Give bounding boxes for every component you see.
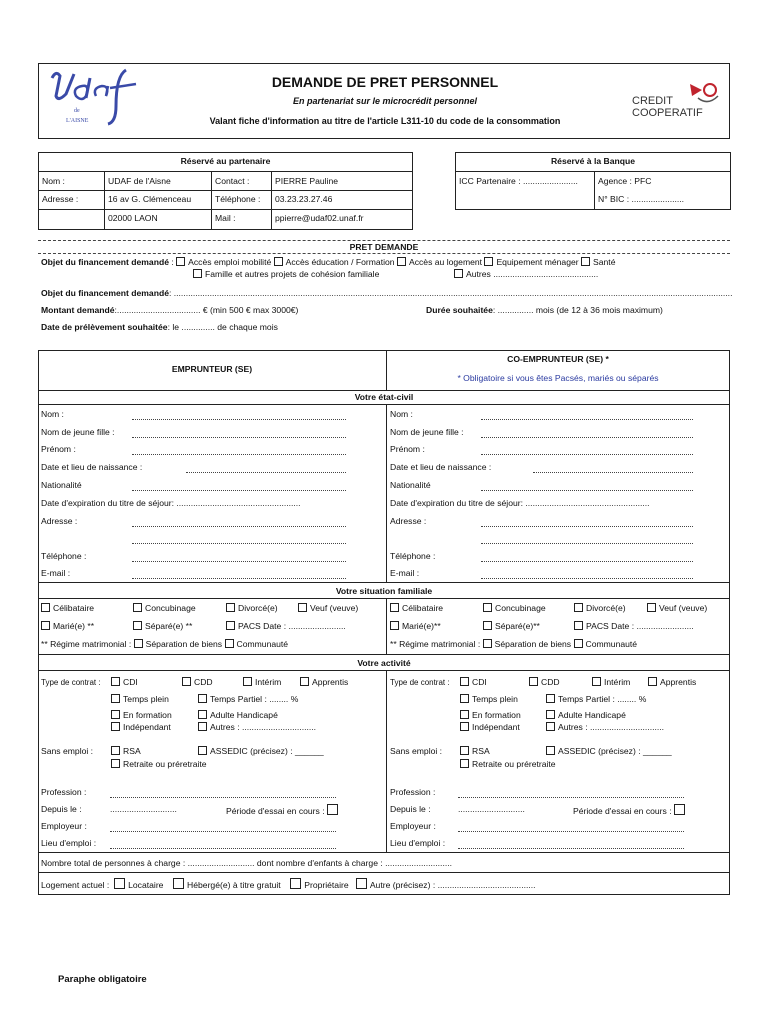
independant-opt	[111, 722, 171, 733]
checkbox-cdd[interactable]	[182, 677, 191, 686]
co-interim-label: Intérim	[604, 677, 631, 687]
partner-tel-label: Téléphone :	[215, 194, 261, 204]
co-checkbox-separe[interactable]	[483, 621, 492, 630]
co-sans-emploi-label: Sans emploi :	[390, 746, 443, 756]
co-handicape-label: Adulte Handicapé	[558, 710, 626, 720]
checkbox-heberge[interactable]	[173, 878, 184, 889]
checkbox-periode-essai[interactable]	[327, 804, 338, 815]
checkbox-separation[interactable]	[134, 639, 143, 648]
co-email-field[interactable]	[481, 578, 693, 579]
bank-heading: Réservé à la Banque	[550, 156, 636, 166]
co-checkbox-interim[interactable]	[592, 677, 601, 686]
checkbox-apprentis[interactable]	[300, 677, 309, 686]
checkbox-formation[interactable]	[111, 710, 120, 719]
marie-label: Marié(e) **	[53, 621, 95, 631]
separe-label: Séparé(e) **	[145, 621, 193, 631]
opt-autres-label: Autres ............................................	[466, 269, 599, 279]
adresse-field-2[interactable]	[132, 543, 346, 544]
co-sejour-label-text: Date d'expiration du titre de séjour:	[390, 498, 524, 508]
co-checkbox-temps-plein[interactable]	[460, 694, 469, 703]
objet2-row	[41, 288, 732, 299]
opt-logement-label: Accès au logement	[408, 257, 483, 267]
nom-jf-label: Nom de jeune fille :	[41, 427, 115, 437]
objet-row: Objet du financement demandé : Accès emploi mobilité Accès éducation / Formation Accès au logement Equipement ménager Santé	[41, 257, 616, 267]
depuis-field[interactable]: ............................	[110, 804, 177, 814]
co-nom-field[interactable]	[481, 419, 693, 420]
sit-right-pacs	[574, 621, 694, 632]
co-temps-plein-label: Temps plein	[472, 694, 518, 704]
email-label: E-mail :	[41, 568, 71, 578]
checkbox-separe[interactable]	[133, 621, 142, 630]
co-checkbox-periode-essai[interactable]	[674, 804, 685, 815]
checkbox-famille[interactable]	[193, 269, 202, 278]
adresse-label: Adresse :	[41, 516, 78, 526]
co-autres-activite-label: Autres : ...............................	[558, 722, 665, 732]
autres-opt	[198, 722, 316, 733]
divorce-label: Divorcé(e)	[238, 603, 278, 613]
objet2-label: Objet du financement demandé	[41, 288, 169, 298]
co-divorce-label: Divorcé(e)	[586, 603, 626, 613]
co-interim-opt	[592, 677, 630, 688]
sit-left-separe	[133, 621, 192, 632]
objet-label: Objet du financement demandé	[41, 257, 169, 267]
temps-partiel-label: Temps Partiel : ........ %	[210, 694, 299, 704]
checkbox-temps-plein[interactable]	[111, 694, 120, 703]
date-prelevement-row	[41, 322, 278, 333]
credit-cooperatif-logo	[630, 76, 726, 122]
sit-right-veuf	[647, 603, 707, 614]
co-sejour-label	[390, 498, 650, 509]
date-prelevement-field[interactable]: : le .............. de chaque mois	[167, 322, 278, 332]
co-temps-partiel-opt	[546, 694, 646, 705]
checkbox-veuf[interactable]	[298, 603, 307, 612]
depuis-label: Depuis le :	[41, 804, 82, 814]
co-emprunteur-heading: CO-EMPRUNTEUR (SE) *	[507, 354, 609, 364]
partner-ville-value: 02000 LAON	[108, 213, 158, 223]
apprentis-opt	[300, 677, 348, 688]
co-formation-opt	[460, 710, 521, 721]
co-naissance-label: Date et lieu de naissance :	[390, 462, 492, 472]
co-nom-jf-label: Nom de jeune fille :	[390, 427, 464, 437]
communaute-label: Communauté	[236, 639, 289, 649]
co-separe-label: Séparé(e)**	[495, 621, 540, 631]
rsa-label: RSA	[123, 746, 141, 756]
co-checkbox-independant[interactable]	[460, 722, 469, 731]
co-emprunteur-note: * Obligatoire si vous êtes Pacsés, mariés ou séparés	[457, 373, 659, 383]
naissance-label: Date et lieu de naissance :	[41, 462, 143, 472]
pacs-label: PACS Date : ........................	[238, 621, 346, 631]
checkbox-emploi[interactable]	[176, 257, 185, 266]
partner-tel-value: 03.23.23.27.46	[275, 194, 333, 204]
duree-field[interactable]: : ............... mois (de 12 à 36 mois maximum)	[492, 305, 663, 315]
rsa-opt	[111, 746, 141, 757]
montant-field[interactable]: :................................... € (min 500 € max 3000€)	[114, 305, 299, 315]
sit-left-marie	[41, 621, 94, 632]
bank-agence: Agence : PFC	[598, 176, 652, 186]
co-checkbox-cdi[interactable]	[460, 677, 469, 686]
duree-label: Durée souhaitée	[426, 305, 493, 315]
objet-row-3	[454, 269, 598, 280]
co-marie-label: Marié(e)**	[402, 621, 441, 631]
checkbox-locataire[interactable]	[114, 878, 125, 889]
sit-right-separe	[483, 621, 540, 632]
cdi-label: CDI	[123, 677, 138, 687]
periode-essai-opt	[226, 804, 341, 817]
co-cdi-opt	[460, 677, 487, 688]
handicape-label: Adulte Handicapé	[210, 710, 278, 720]
co-checkbox-divorce[interactable]	[574, 603, 583, 612]
checkbox-marie[interactable]	[41, 621, 50, 630]
nom-label: Nom :	[41, 409, 64, 419]
co-apprentis-label: Apprentis	[660, 677, 697, 687]
employeur-field[interactable]	[110, 831, 336, 832]
sit-left-divorce	[226, 603, 278, 614]
nationalite-field[interactable]	[132, 490, 346, 491]
checkbox-autre-logement[interactable]	[356, 878, 367, 889]
co-checkbox-communaute[interactable]	[574, 639, 583, 648]
sejour-field[interactable]: ....................................................	[176, 498, 301, 508]
proprietaire-label: Propriétaire	[304, 880, 349, 890]
udaf-logo	[46, 66, 152, 128]
checkbox-assedic[interactable]	[198, 746, 207, 755]
prenom-label: Prénom :	[41, 444, 76, 454]
co-adresse-field-2[interactable]	[481, 543, 693, 544]
profession-label: Profession :	[41, 787, 87, 797]
partner-adresse-value: 16 av G. Clémenceau	[108, 194, 192, 204]
co-checkbox-formation[interactable]	[460, 710, 469, 719]
co-prenom-label: Prénom :	[390, 444, 425, 454]
duree-row	[426, 305, 663, 316]
personnes-charge-field[interactable]: Nombre total de personnes à charge : ............................ dont nombre d'enfants à charge : ............................	[41, 858, 452, 868]
checkbox-proprietaire[interactable]	[290, 878, 301, 889]
co-temps-partiel-label: Temps Partiel : ........ %	[558, 694, 647, 704]
sit-left-pacs	[226, 621, 346, 632]
co-lieu-field[interactable]	[458, 848, 684, 849]
partner-nom-label: Nom :	[42, 176, 65, 186]
sit-right-marie	[390, 621, 441, 632]
partner-contact-label: Contact :	[215, 176, 250, 186]
handicape-opt	[198, 710, 278, 721]
co-profession-label: Profession :	[390, 787, 436, 797]
separation-label: Séparation de biens	[145, 639, 223, 649]
activite-heading: Votre activité	[357, 658, 411, 668]
emprunteur-heading: EMPRUNTEUR (SE)	[171, 364, 253, 374]
co-assedic-opt	[546, 746, 672, 757]
regime-label: ** Régime matrimonial :	[41, 639, 132, 649]
periode-essai-label: Période d'essai en cours :	[226, 806, 325, 816]
svg-text:L'AISNE: L'AISNE	[66, 118, 89, 124]
paraphe-label: Paraphe obligatoire	[58, 974, 147, 985]
checkbox-temps-partiel[interactable]	[198, 694, 207, 703]
co-checkbox-marie[interactable]	[390, 621, 399, 630]
svg-text:CREDIT: CREDIT	[632, 95, 673, 107]
formation-label: En formation	[123, 710, 172, 720]
co-rsa-opt	[460, 746, 490, 757]
formation-opt	[111, 710, 172, 721]
form-info: Valant fiche d'information au titre de l'article L311-10 du code de la consommation	[209, 116, 561, 126]
assedic-label: ASSEDIC (précisez) : ______	[210, 746, 324, 756]
etat-civil-heading: Votre état-civil	[354, 392, 414, 402]
co-independant-label: Indépendant	[472, 722, 520, 732]
co-autres-opt	[546, 722, 664, 733]
type-contrat-label: Type de contrat :	[41, 678, 101, 687]
co-cdd-opt	[529, 677, 560, 688]
checkbox-autres-activite[interactable]	[198, 722, 207, 731]
co-checkbox-pacs[interactable]	[574, 621, 583, 630]
co-checkbox-apprentis[interactable]	[648, 677, 657, 686]
partner-contact-value: PIERRE Pauline	[275, 176, 339, 186]
co-sejour-field[interactable]: ....................................................	[525, 498, 650, 508]
sans-emploi-label: Sans emploi :	[41, 746, 94, 756]
temps-plein-opt	[111, 694, 169, 705]
pret-heading: PRET DEMANDE	[349, 242, 419, 252]
partner-nom-value: UDAF de l'Aisne	[108, 176, 171, 186]
partner-mail-value: ppierre@udaf02.unaf.fr	[275, 213, 364, 223]
partner-adresse-label: Adresse :	[42, 194, 79, 204]
co-telephone-label: Téléphone :	[390, 551, 436, 561]
heberge-label: Hébergé(e) à titre gratuit	[187, 880, 281, 890]
montant-row	[41, 305, 298, 316]
interim-label: Intérim	[255, 677, 282, 687]
celibataire-label: Célibataire	[53, 603, 95, 613]
co-handicape-opt	[546, 710, 626, 721]
locataire-label: Locataire	[128, 880, 164, 890]
form-subtitle: En partenariat sur le microcrédit personnel	[292, 96, 478, 106]
co-prenom-field[interactable]	[481, 454, 693, 455]
co-checkbox-separation[interactable]	[483, 639, 492, 648]
apprentis-label: Apprentis	[312, 677, 349, 687]
co-checkbox-autres-activite[interactable]	[546, 722, 555, 731]
checkbox-divorce[interactable]	[226, 603, 235, 612]
email-field[interactable]	[132, 578, 346, 579]
opt-emploi-label: Accès emploi mobilité	[188, 257, 272, 267]
co-formation-label: En formation	[472, 710, 521, 720]
adresse-field-1[interactable]	[132, 526, 346, 527]
co-independant-opt	[460, 722, 520, 733]
nom-jf-field[interactable]	[132, 437, 346, 438]
cdd-opt	[182, 677, 213, 688]
checkbox-cdi[interactable]	[111, 677, 120, 686]
co-checkbox-celibataire[interactable]	[390, 603, 399, 612]
checkbox-independant[interactable]	[111, 722, 120, 731]
co-checkbox-rsa[interactable]	[460, 746, 469, 755]
checkbox-sante[interactable]	[581, 257, 590, 266]
retraite-opt	[111, 759, 207, 770]
co-nationalite-label: Nationalité	[390, 480, 431, 490]
logement-label: Logement actuel :	[41, 880, 110, 890]
co-apprentis-opt	[648, 677, 696, 688]
checkbox-autres[interactable]	[454, 269, 463, 278]
nationalite-label: Nationalité	[41, 480, 82, 490]
checkbox-education[interactable]	[274, 257, 283, 266]
co-employeur-label: Employeur :	[390, 821, 436, 831]
co-nom-label: Nom :	[390, 409, 413, 419]
opt-education-label: Accès éducation / Formation	[285, 257, 395, 267]
temps-plein-label: Temps plein	[123, 694, 169, 704]
sit-right-concubinage	[483, 603, 546, 614]
co-periode-essai-opt	[573, 804, 688, 817]
sit-left-regime	[41, 639, 288, 650]
sit-left-concubinage	[133, 603, 196, 614]
co-employeur-field[interactable]	[458, 831, 684, 832]
sit-left-veuf	[298, 603, 358, 614]
co-type-contrat-label: Type de contrat :	[390, 678, 450, 687]
checkbox-menager[interactable]	[484, 257, 493, 266]
checkbox-logement[interactable]	[397, 257, 406, 266]
naissance-field[interactable]	[186, 472, 346, 473]
co-checkbox-cdd[interactable]	[529, 677, 538, 686]
retraite-label: Retraite ou préretraite	[123, 759, 207, 769]
co-naissance-field[interactable]	[533, 472, 693, 473]
lieu-field[interactable]	[110, 848, 336, 849]
telephone-field[interactable]	[132, 561, 346, 562]
bank-bic[interactable]: N° BIC : ......................	[598, 194, 685, 204]
objet2-field[interactable]: : ..........................................................................................................................................................................................................................................	[168, 288, 733, 298]
svg-text:COOPERATIF: COOPERATIF	[632, 107, 703, 119]
veuf-label: Veuf (veuve)	[310, 603, 359, 613]
co-checkbox-concubinage[interactable]	[483, 603, 492, 612]
sit-right-celibataire	[390, 603, 443, 614]
profession-field[interactable]	[110, 797, 336, 798]
co-checkbox-temps-partiel[interactable]	[546, 694, 555, 703]
co-cdi-label: CDI	[472, 677, 487, 687]
date-prelevement-label: Date de prélèvement souhaitée	[41, 322, 168, 332]
bank-icc[interactable]: ICC Partenaire : .......................	[459, 176, 578, 186]
checkbox-interim[interactable]	[243, 677, 252, 686]
co-profession-field[interactable]	[458, 797, 684, 798]
co-email-label: E-mail :	[390, 568, 420, 578]
concubinage-label: Concubinage	[145, 603, 196, 613]
checkbox-rsa[interactable]	[111, 746, 120, 755]
sejour-label-text: Date d'expiration du titre de séjour:	[41, 498, 175, 508]
independant-label: Indépendant	[123, 722, 171, 732]
logement-row	[41, 878, 536, 891]
assedic-opt	[198, 746, 324, 757]
autre-logement-label: Autre (précisez) : .........................................	[369, 880, 536, 890]
co-telephone-field[interactable]	[481, 561, 693, 562]
employeur-label: Employeur :	[41, 821, 87, 831]
checkbox-communaute[interactable]	[225, 639, 234, 648]
co-communaute-label: Communauté	[585, 639, 638, 649]
co-assedic-label: ASSEDIC (précisez) : ______	[558, 746, 672, 756]
checkbox-handicape[interactable]	[198, 710, 207, 719]
svg-text:de: de	[74, 108, 80, 114]
checkbox-celibataire[interactable]	[41, 603, 50, 612]
cdd-label: CDD	[194, 677, 213, 687]
co-rsa-label: RSA	[472, 746, 490, 756]
co-temps-plein-opt	[460, 694, 518, 705]
cdi-opt	[111, 677, 138, 688]
checkbox-pacs[interactable]	[226, 621, 235, 630]
co-checkbox-handicape[interactable]	[546, 710, 555, 719]
checkbox-concubinage[interactable]	[133, 603, 142, 612]
autres-activite-label: Autres : ...............................	[210, 722, 317, 732]
co-veuf-label: Veuf (veuve)	[659, 603, 708, 613]
co-nationalite-field[interactable]	[481, 490, 693, 491]
co-depuis-label: Depuis le :	[390, 804, 431, 814]
co-lieu-label: Lieu d'emploi :	[390, 838, 446, 848]
sit-right-divorce	[574, 603, 626, 614]
sit-right-regime	[390, 639, 637, 650]
sejour-label	[41, 498, 301, 509]
prenom-field[interactable]	[132, 454, 346, 455]
co-retraite-opt	[460, 759, 556, 770]
sit-left-row1	[41, 603, 94, 614]
co-pacs-label: PACS Date : ........................	[586, 621, 694, 631]
montant-label: Montant demandé	[41, 305, 115, 315]
opt-sante-label: Santé	[593, 257, 616, 267]
co-nom-jf-field[interactable]	[481, 437, 693, 438]
situation-heading: Votre situation familiale	[335, 586, 433, 596]
opt-menager-label: Equipement ménager	[496, 257, 579, 267]
co-checkbox-retraite[interactable]	[460, 759, 469, 768]
co-retraite-label: Retraite ou préretraite	[472, 759, 556, 769]
form-title: DEMANDE DE PRET PERSONNEL	[271, 74, 499, 90]
co-adresse-field-1[interactable]	[481, 526, 693, 527]
co-celibataire-label: Célibataire	[402, 603, 444, 613]
co-regime-label: ** Régime matrimonial :	[390, 639, 481, 649]
co-adresse-label: Adresse :	[390, 516, 427, 526]
lieu-label: Lieu d'emploi :	[41, 838, 97, 848]
partner-heading: Réservé au partenaire	[180, 156, 271, 166]
nom-field[interactable]	[132, 419, 346, 420]
objet-row-2	[193, 269, 379, 280]
co-cdd-label: CDD	[541, 677, 560, 687]
interim-opt	[243, 677, 281, 688]
co-checkbox-assedic[interactable]	[546, 746, 555, 755]
temps-partiel-opt	[198, 694, 298, 705]
co-periode-essai-label: Période d'essai en cours :	[573, 806, 672, 816]
co-depuis-field[interactable]: ............................	[458, 804, 525, 814]
telephone-label: Téléphone :	[41, 551, 87, 561]
opt-famille-label: Famille et autres projets de cohésion familiale	[205, 269, 380, 279]
co-concubinage-label: Concubinage	[495, 603, 546, 613]
co-separation-label: Séparation de biens	[494, 639, 572, 649]
co-checkbox-veuf[interactable]	[647, 603, 656, 612]
checkbox-retraite[interactable]	[111, 759, 120, 768]
partner-mail-label: Mail :	[215, 213, 236, 223]
